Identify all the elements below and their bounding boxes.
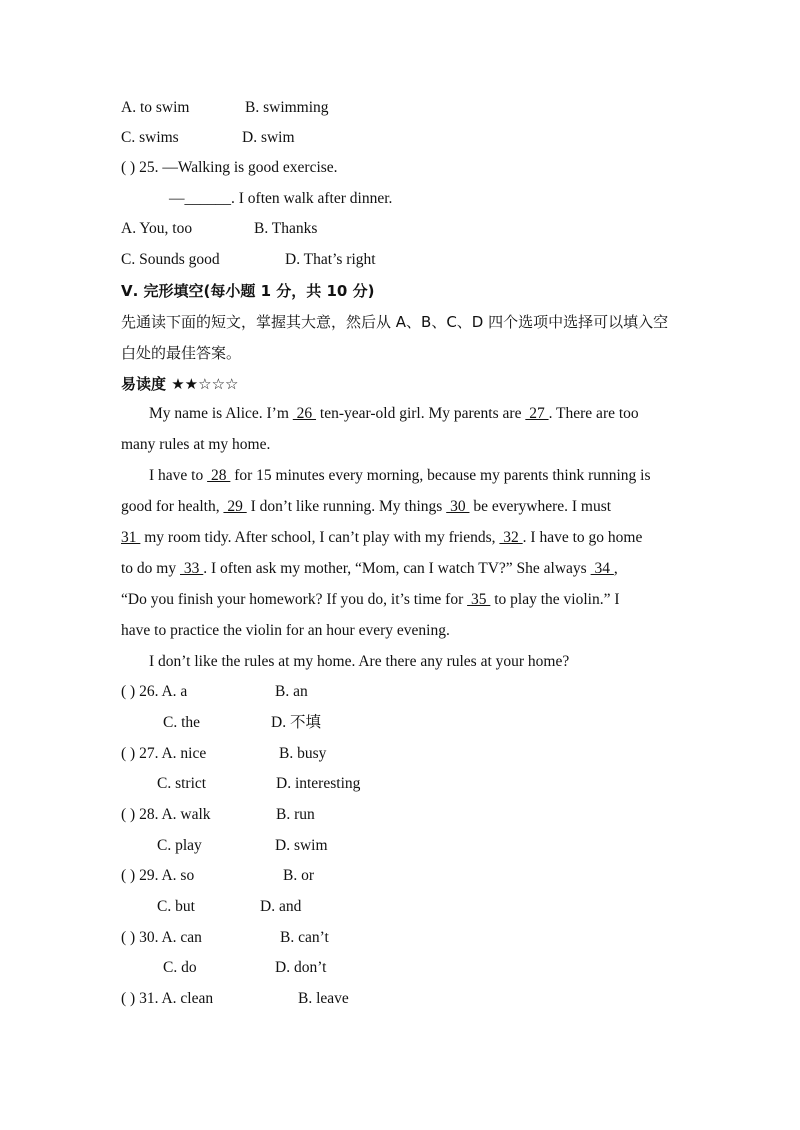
difficulty-rating: 易读度 ★★☆☆☆ [121,375,239,393]
passage-line-2: many rules at my home. [121,436,271,453]
passage-text: be everywhere. I must [469,498,612,515]
section-instruction-line-1: 先通读下面的短文，掌握其大意，然后从 A、B、C、D 四个选项中选择可以填入空 [121,313,669,331]
q26-option-c: C. the [163,714,201,731]
q25-option-a: A. You, too [121,220,193,237]
q27-option-b: B. busy [279,745,327,762]
q26-option-d: D. 不填 [271,714,321,731]
q24-option-b: B. swimming [245,99,329,116]
section-instruction-line-2: 白处的最佳答案。 [121,344,242,362]
q28-option-b: B. run [276,806,315,823]
blank-33: 33 [180,560,204,577]
q25-option-b: B. Thanks [254,220,318,237]
q29-option-b: B. or [283,867,314,884]
blank-27: 27 [525,405,549,422]
q24-option-c: C. swims [121,129,179,146]
passage-text: to do my [121,560,180,577]
q30-stem: ( ) 30. A. can [121,929,202,946]
passage-line-5 [121,528,642,548]
passage-text: my room tidy. After school, I can’t play with my friends, [140,529,500,546]
q25-option-d: D. That’s right [285,251,376,268]
passage-text: My name is Alice. I’m [149,405,293,422]
passage-line-9: I don’t like the rules at my home. Are there any rules at your home? [149,653,570,670]
q25-option-c: C. Sounds good [121,251,220,268]
q27-option-d: D. interesting [276,775,361,792]
q25-reply-blank: ______ [184,190,231,207]
passage-line-7 [121,590,620,610]
passage-line-8: have to practice the violin for an hour every evening. [121,622,450,639]
blank-26: 26 [292,405,317,422]
passage-line-4 [121,497,611,517]
q24-option-row-1 [121,98,189,118]
passage-text: . I often ask my mother, “Mom, can I watch TV?” She always [203,560,591,577]
q30-option-c: C. do [163,959,197,976]
q25-reply-prefix: — [169,190,185,207]
blank-32: 32 [499,529,523,546]
q24-option-d: D. swim [242,129,295,146]
passage-text: I have to [149,467,208,484]
q29-stem: ( ) 29. A. so [121,867,195,884]
section-title: Ⅴ. 完形填空(每小题 1 分，共 10 分) [121,282,375,300]
blank-35: 35 [467,591,491,608]
q31-option-b: B. leave [298,990,349,1007]
blank-30: 30 [446,498,470,515]
passage-text: ten-year-old girl. My parents are [316,405,526,422]
q30-option-d: D. don’t [275,959,327,976]
q26-stem: ( ) 26. A. a [121,683,188,700]
q30-option-b: B. can’t [280,929,329,946]
q25-reply-suffix: . I often walk after dinner. [231,190,393,207]
passage-text: , [613,560,618,577]
passage-line-6 [121,559,618,579]
passage-text: I don’t like running. My things [246,498,447,515]
q28-option-d: D. swim [275,837,328,854]
passage-line-1 [149,404,639,424]
q28-stem: ( ) 28. A. walk [121,806,211,823]
q27-option-c: C. strict [157,775,207,792]
passage-text: . I have to go home [522,529,643,546]
q31-stem: ( ) 31. A. clean [121,990,214,1007]
q27-stem: ( ) 27. A. nice [121,745,207,762]
blank-34: 34 [590,560,614,577]
passage-text: to play the violin.” I [490,591,620,608]
q25-reply [169,189,392,209]
q29-option-c: C. but [157,898,195,915]
q24-option-a: A. to swim [121,99,190,116]
q25-stem: ( ) 25. —Walking is good exercise. [121,159,338,176]
q26-option-b: B. an [275,683,308,700]
blank-28: 28 [207,467,231,484]
passage-text: good for health, [121,498,224,515]
passage-text: “Do you finish your homework? If you do, it’s time for [121,591,468,608]
passage-text: for 15 minutes every morning, because my parents think running is [230,467,651,484]
passage-text: . There are too [548,405,639,422]
q29-option-d: D. and [260,898,302,915]
passage-line-3 [149,466,651,486]
q28-option-c: C. play [157,837,202,854]
blank-31: 31 [121,529,141,546]
blank-29: 29 [223,498,247,515]
